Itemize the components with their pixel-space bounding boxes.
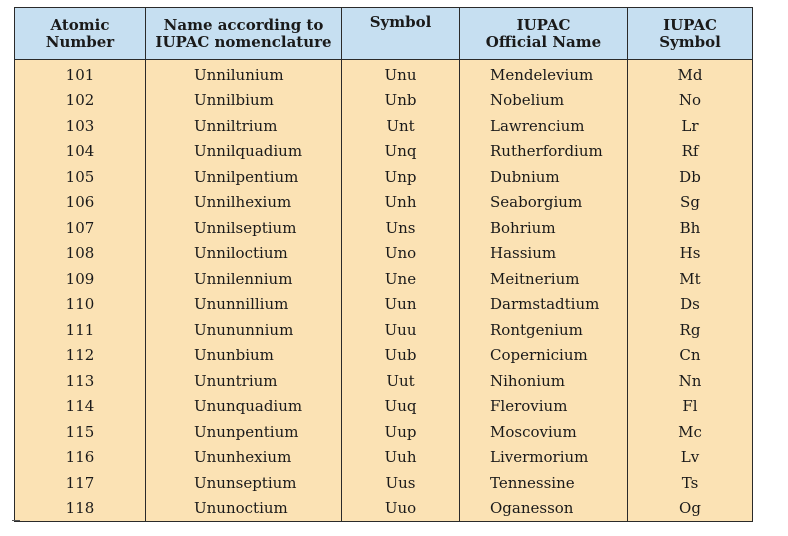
symbol-cell: Uuo: [342, 496, 460, 522]
table-row: [15, 496, 753, 522]
symbol-cell: Uuh: [342, 445, 460, 471]
table-row: [15, 394, 753, 420]
header-line: IUPAC: [663, 15, 717, 34]
atomic-number-cell: 108: [15, 241, 146, 267]
symbol-cell: Unq: [342, 139, 460, 165]
official-symbol-cell: Nn: [628, 368, 753, 394]
official-symbol-cell: Md: [628, 60, 753, 88]
header-line: Atomic: [50, 15, 110, 34]
table-row: [15, 419, 753, 445]
atomic-number-cell: 113: [15, 368, 146, 394]
official-symbol-cell: No: [628, 88, 753, 114]
official-symbol-cell: Ds: [628, 292, 753, 318]
nomenclature-name-cell: Unniltrium: [146, 113, 342, 139]
atomic-number-cell: 117: [15, 470, 146, 496]
nomenclature-name-cell: Unnilhexium: [146, 190, 342, 216]
atomic-number-cell: 110: [15, 292, 146, 318]
symbol-cell: Uun: [342, 292, 460, 318]
official-name-cell: Mendelevium: [460, 60, 628, 88]
atomic-number-cell: 116: [15, 445, 146, 471]
header-row: [15, 8, 753, 60]
table-row: [15, 343, 753, 369]
symbol-cell: Uuu: [342, 317, 460, 343]
table-row: [15, 88, 753, 114]
symbol-cell: Une: [342, 266, 460, 292]
official-name-cell: Hassium: [460, 241, 628, 267]
official-symbol-cell: Og: [628, 496, 753, 522]
official-name-cell: Livermorium: [460, 445, 628, 471]
official-name-cell: Lawrencium: [460, 113, 628, 139]
atomic-number-cell: 107: [15, 215, 146, 241]
table-row: [15, 215, 753, 241]
official-name-cell: Moscovium: [460, 419, 628, 445]
symbol-cell: Unp: [342, 164, 460, 190]
table-row: [15, 241, 753, 267]
nomenclature-name-cell: Unnilpentium: [146, 164, 342, 190]
atomic-number-cell: 104: [15, 139, 146, 165]
table-row: [15, 60, 753, 88]
nomenclature-name-cell: Ununoctium: [146, 496, 342, 522]
symbol-cell: Uno: [342, 241, 460, 267]
symbol-cell: Unb: [342, 88, 460, 114]
official-name-cell: Nobelium: [460, 88, 628, 114]
official-name-cell: Tennessine: [460, 470, 628, 496]
atomic-number-cell: 112: [15, 343, 146, 369]
official-symbol-cell: Rf: [628, 139, 753, 165]
official-name-cell: Seaborgium: [460, 190, 628, 216]
official-symbol-cell: Ts: [628, 470, 753, 496]
nomenclature-name-cell: Ununquadium: [146, 394, 342, 420]
official-name-cell: Copernicium: [460, 343, 628, 369]
official-symbol-cell: Rg: [628, 317, 753, 343]
header-line: Symbol: [659, 32, 721, 51]
symbol-cell: Uut: [342, 368, 460, 394]
header-symbol: [342, 8, 460, 60]
nomenclature-name-cell: Unnilquadium: [146, 139, 342, 165]
nomenclature-name-cell: Ununhexium: [146, 445, 342, 471]
nomenclature-name-cell: Ununpentium: [146, 419, 342, 445]
official-name-cell: Darmstadtium: [460, 292, 628, 318]
symbol-cell: Unt: [342, 113, 460, 139]
table-row: [15, 164, 753, 190]
nomenclature-name-cell: Ununseptium: [146, 470, 342, 496]
nomenclature-name-cell: Unnilunium: [146, 60, 342, 88]
official-symbol-cell: Mc: [628, 419, 753, 445]
symbol-cell: Uup: [342, 419, 460, 445]
official-symbol-cell: Mt: [628, 266, 753, 292]
atomic-number-cell: 101: [15, 60, 146, 88]
header-line: Number: [45, 32, 115, 51]
official-name-cell: Flerovium: [460, 394, 628, 420]
atomic-number-cell: 106: [15, 190, 146, 216]
atomic-number-cell: 118: [15, 496, 146, 522]
nomenclature-name-cell: Unnilennium: [146, 266, 342, 292]
official-name-cell: Bohrium: [460, 215, 628, 241]
symbol-cell: Unh: [342, 190, 460, 216]
header-line: Official Name: [485, 32, 602, 51]
table-row: [15, 292, 753, 318]
nomenclature-name-cell: Unnilbium: [146, 88, 342, 114]
official-name-cell: Oganesson: [460, 496, 628, 522]
header-line: IUPAC: [516, 15, 571, 34]
official-symbol-cell: Lr: [628, 113, 753, 139]
official-symbol-cell: Bh: [628, 215, 753, 241]
official-name-cell: Dubnium: [460, 164, 628, 190]
atomic-number-cell: 103: [15, 113, 146, 139]
atomic-number-cell: 105: [15, 164, 146, 190]
element-names-table: [14, 7, 753, 522]
table-row: [15, 317, 753, 343]
table-row: [15, 266, 753, 292]
table-body: [15, 60, 753, 522]
page-mark: [12, 520, 20, 521]
atomic-number-cell: 109: [15, 266, 146, 292]
official-symbol-cell: Db: [628, 164, 753, 190]
symbol-cell: Uns: [342, 215, 460, 241]
header-official-name: [460, 8, 628, 60]
nomenclature-name-cell: Ununbium: [146, 343, 342, 369]
header-official-symbol: [628, 8, 753, 60]
official-symbol-cell: Cn: [628, 343, 753, 369]
official-name-cell: Meitnerium: [460, 266, 628, 292]
table-row: [15, 113, 753, 139]
atomic-number-cell: 115: [15, 419, 146, 445]
header-line: IUPAC nomenclature: [155, 32, 332, 51]
nomenclature-name-cell: Unununnium: [146, 317, 342, 343]
table-row: [15, 139, 753, 165]
header-line: Name according to: [163, 15, 324, 34]
official-name-cell: Rutherfordium: [460, 139, 628, 165]
symbol-cell: Uuq: [342, 394, 460, 420]
atomic-number-cell: 102: [15, 88, 146, 114]
atomic-number-cell: 111: [15, 317, 146, 343]
table-row: [15, 368, 753, 394]
official-symbol-cell: Hs: [628, 241, 753, 267]
official-symbol-cell: Fl: [628, 394, 753, 420]
table-row: [15, 190, 753, 216]
nomenclature-name-cell: Ununtrium: [146, 368, 342, 394]
table-row: [15, 445, 753, 471]
nomenclature-name-cell: Ununnillium: [146, 292, 342, 318]
atomic-number-cell: 114: [15, 394, 146, 420]
nomenclature-name-cell: Unniloctium: [146, 241, 342, 267]
official-symbol-cell: Lv: [628, 445, 753, 471]
table-row: [15, 470, 753, 496]
official-name-cell: Nihonium: [460, 368, 628, 394]
header-iupac-nomenclature-name: [146, 8, 342, 60]
symbol-cell: Uus: [342, 470, 460, 496]
nomenclature-name-cell: Unnilseptium: [146, 215, 342, 241]
symbol-cell: Unu: [342, 60, 460, 88]
header-line: Symbol: [369, 13, 432, 31]
official-name-cell: Rontgenium: [460, 317, 628, 343]
header-atomic-number: [15, 8, 146, 60]
official-symbol-cell: Sg: [628, 190, 753, 216]
symbol-cell: Uub: [342, 343, 460, 369]
